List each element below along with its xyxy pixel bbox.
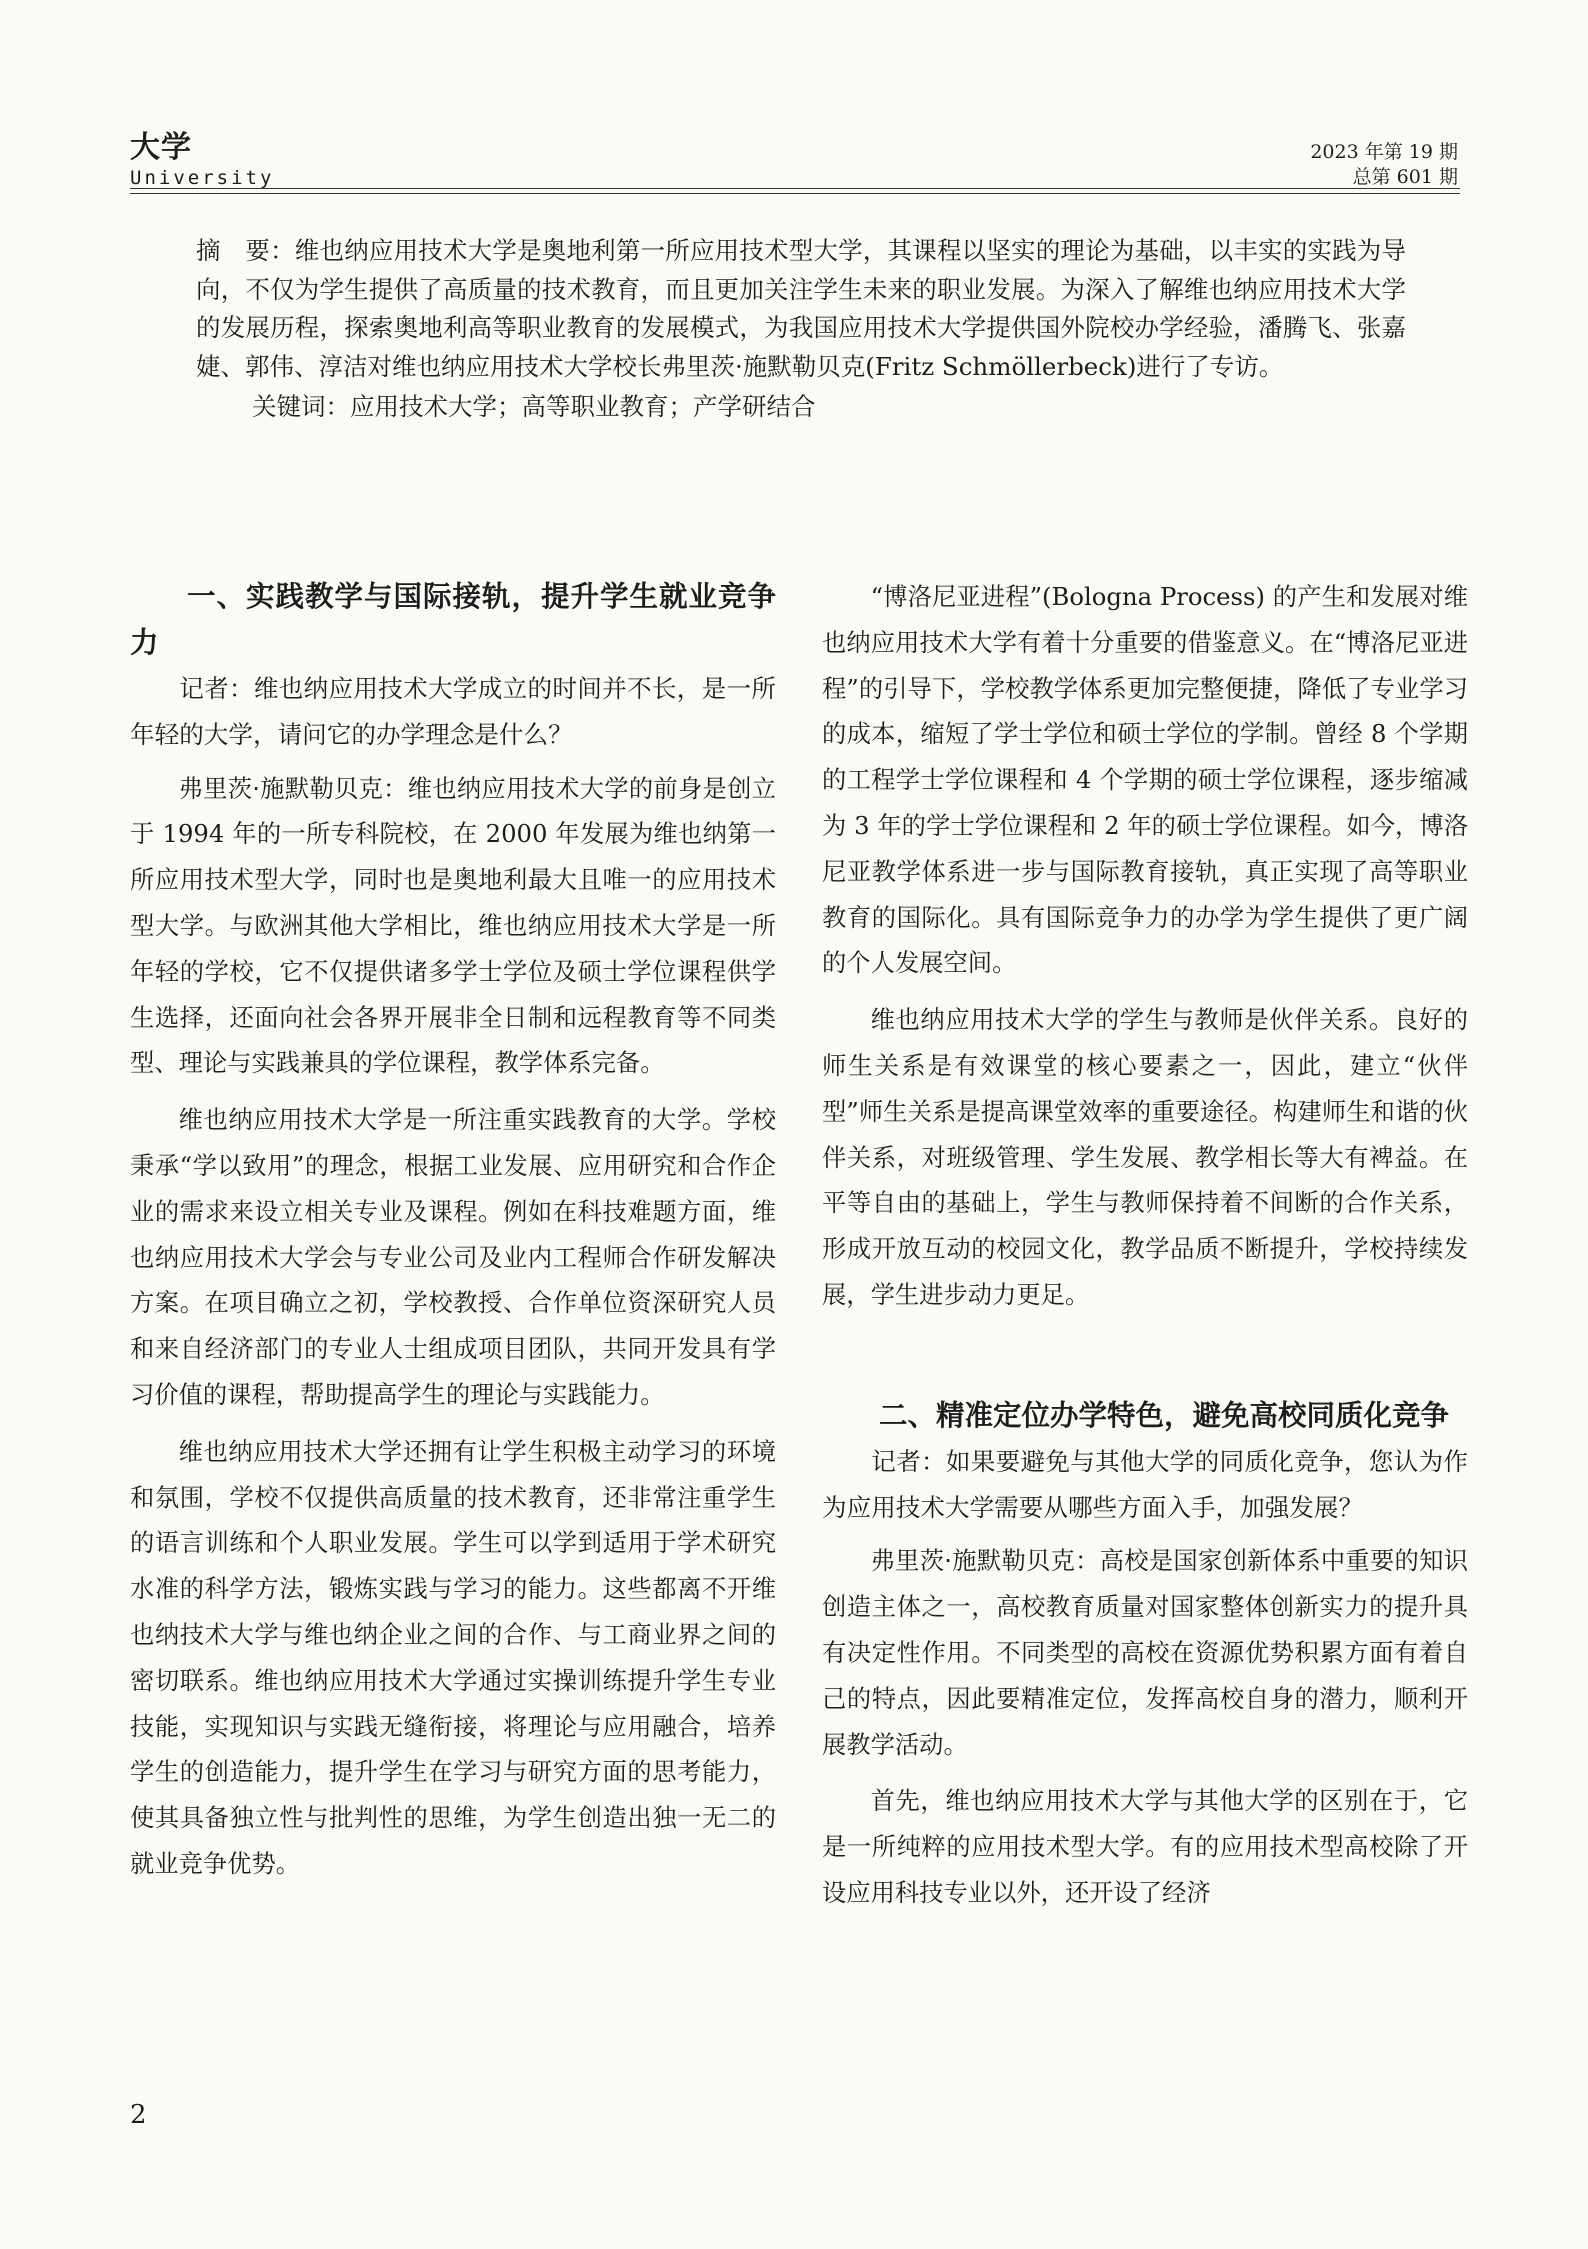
abstract-text: 维也纳应用技术大学是奥地利第一所应用技术型大学，其课程以坚实的理论为基础，以丰实的实践为导向，不仅为学生提供了高质量的技术教育，而且更加关注学生未来的职业发展。为深入了解维也纳应用技术大学的发展历程，探索奥地利高等职业教育的发展模式，为我国应用技术大学提供国外院校办学经验，潘腾飞、张嘉婕、郭伟、淳洁对维也纳应用技术大学校长弗里茨·施默勒贝克(Fritz Schmöllerbeck)进行了专访。 <box>196 236 1407 381</box>
header-rule-bottom <box>130 193 1460 194</box>
answer-paragraph-2 <box>822 1538 1468 1767</box>
answer-text-1: 维也纳应用技术大学的前身是创立于 1994 年的一所专科院校，在 2000 年发展为维也纳第一所应用技术型大学，同时也是奥地利最大且唯一的应用技术型大学。与欧洲其他大学相比，维也纳应用技术大学是一所年轻的学校，它不仅提供诸多学士学位及硕士学位课程供学生选择，还面向社会各界开展非全日制和远程教育等不同类型、理论与实践兼具的学位课程，教学体系完备。 <box>130 773 776 1078</box>
keywords-label: 关键词： <box>252 392 350 421</box>
abstract <box>196 232 1406 427</box>
page-number: 2 <box>130 2100 147 2130</box>
body-paragraph: 首先，维也纳应用技术大学与其他大学的区别在于，它是一所纯粹的应用技术型大学。有的应用技术型高校除了开设应用科技专业以外，还开设了经济 <box>822 1786 1468 1907</box>
body-paragraph: 维也纳应用技术大学的学生与教师是伙伴关系。良好的师生关系是有效课堂的核心要素之一，因此，建立“伙伴型”师生关系是提高课堂效率的重要途径。构建师生和谐的伙伴关系，对班级管理、学生发展、教学相长等大有裨益。在平等自由的基础上，学生与教师保持着不间断的合作关系，形成开放互动的校园文化，教学品质不断提升，学校持续发展，学生进步动力更足。 <box>822 1005 1468 1309</box>
reporter-question-1: 记者：维也纳应用技术大学成立的时间并不长，是一所年轻的大学，请问它的办学理念是什么？ <box>130 674 776 749</box>
abstract-paragraph <box>196 232 1406 386</box>
body-paragraph: 维也纳应用技术大学还拥有让学生积极主动学习的环境和氛围，学校不仅提供高质量的技术教育，还非常注重学生的语言训练和个人职业发展。学生可以学到适用于学术研究水准的科学方法，锻炼实践与学习的能力。这些都离不开维也纳技术大学与维也纳企业之间的合作、与工商业界之间的密切联系。维也纳应用技术大学通过实操训练提升学生专业技能，实现知识与实践无缝衔接，将理论与应用融合，培养学生的创造能力，提升学生在学习与研究方面的思考能力，使其具备独立性与批判性的思维，为学生创造出独一无二的就业竞争优势。 <box>130 1436 776 1878</box>
left-column <box>130 574 776 1898</box>
section-1-heading: 一、实践教学与国际接轨，提升学生就业竞争力 <box>130 580 776 659</box>
journal-title: 大学 <box>130 130 192 165</box>
body-paragraph: “博洛尼亚进程”(Bologna Process) 的产生和发展对维也纳应用技术大学有着十分重要的借鉴意义。在“博洛尼亚进程”的引导下，学校教学体系更加完整便捷，降低了专业学习的成本，缩短了学士学位和硕士学位的学制。曾经 8 个学期的工程学士学位课程和 4 个学期的硕士学位课程，逐步缩减为 3 年的学士学位课程和 2 年的硕士学位课程。如今，博洛尼亚教学体系进一步与国际教育接轨，真正实现了高等职业教育的国际化。具有国际竞争力的办学为学生提供了更广阔的个人发展空间。 <box>822 582 1468 978</box>
section-2-heading: 二、精准定位办学特色，避免高校同质化竞争 <box>879 1398 1450 1432</box>
right-column <box>822 574 1468 1927</box>
answer-paragraph-1 <box>130 766 776 1087</box>
journal-masthead <box>130 130 274 190</box>
speaker-label: 弗里茨·施默勒贝克： <box>178 773 408 803</box>
keywords-text: 应用技术大学；高等职业教育；产学研结合 <box>350 392 816 421</box>
issue-number: 2023 年第 19 期 <box>1310 141 1458 163</box>
speaker-label: 弗里茨·施默勒贝克： <box>870 1546 1100 1576</box>
section-gap <box>822 1329 1468 1393</box>
issue-info <box>1310 140 1458 190</box>
total-issue-number: 总第 601 期 <box>1352 166 1458 188</box>
body-paragraph: 维也纳应用技术大学是一所注重实践教育的大学。学校秉承“学以致用”的理念，根据工业发展、应用研究和合作企业的需求来设立相关专业及课程。例如在科技难题方面，维也纳应用技术大学会与专业公司及业内工程师合作研发解决方案。在项目确立之初，学校教授、合作单位资深研究人员和来自经济部门的专业人士组成项目团队，共同开发具有学习价值的课程，帮助提高学生的理论与实践能力。 <box>130 1105 776 1409</box>
journal-title-en: University <box>130 167 275 189</box>
header-rule-top <box>130 188 1460 189</box>
answer-text-2: 高校是国家创新体系中重要的知识创造主体之一，高校教育质量对国家整体创新实力的提升具有决定性作用。不同类型的高校在资源优势积累方面有着自己的特点，因此要精准定位，发挥高校自身的潜力，顺利开展教学活动。 <box>822 1546 1468 1759</box>
abstract-label: 摘 要： <box>196 236 295 265</box>
reporter-question-2: 记者：如果要避免与其他大学的同质化竞争，您认为作为应用技术大学需要从哪些方面入手，加强发展？ <box>822 1446 1468 1522</box>
keywords <box>196 388 1406 427</box>
